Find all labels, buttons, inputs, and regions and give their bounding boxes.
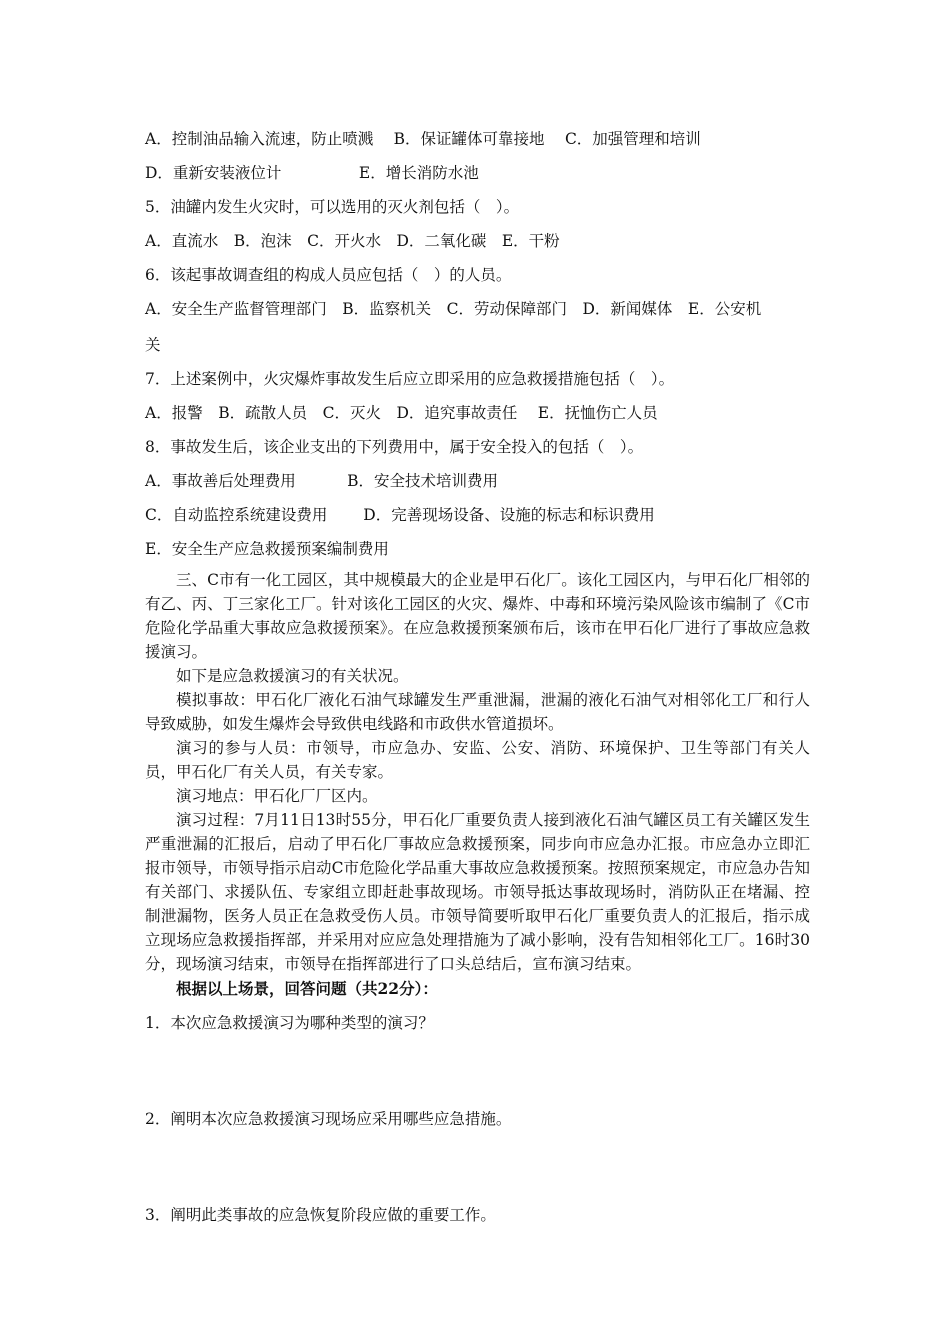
option-line: A．报警 B．疏散人员 C．灭火 D．追究事故责任 E．抚恤伤亡人员 — [145, 404, 658, 422]
question-6: 6．该起事故调查组的构成人员应包括（ ）的人员。 — [145, 266, 512, 284]
option-line: D．重新安装液位计 E．增长消防水池 — [145, 164, 479, 182]
question-3: 3．阐明此类事故的应急恢复阶段应做的重要工作。 — [145, 1206, 496, 1224]
case-paragraph: 演习的参与人员：市领导，市应急办、安监、公安、消防、环境保护、卫生等部门有关人员，甲石化厂有关人员，有关专家。 — [145, 739, 810, 781]
document-body — [145, 122, 810, 1232]
case-paragraph: 演习过程：7月11日13时55分，甲石化厂重要负责人接到液化石油气罐区员工有关罐区发生严重泄漏的汇报后，启动了甲石化厂事故应急救援预案，同步向市应急办汇报。市应急办立即汇报市领导，市领导指示启动C市危险化学品重大事故应急救援预案。按照预案规定，市应急办告知有关部门、求援队伍、专家组立即赶赴事故现场。市领导抵达事故现场时，消防队正在堵漏、控制泄漏物，医务人员正在急救受伤人员。市领导简要听取甲石化厂重要负责人的汇报后，指示成立现场应急救援指挥部，并采用对应应急处理措施为了减小影响，没有告知相邻化工厂。16时30分，现场演习结束，市领导在指挥部进行了口头总结后，宣布演习结束。 — [145, 811, 810, 973]
option-line-continued: 关 — [145, 336, 161, 354]
question-1: 1．本次应急救援演习为哪种类型的演习？ — [145, 1014, 434, 1032]
option-line: A．控制油品输入流速，防止喷溅 B．保证罐体可靠接地 C．加强管理和培训 — [145, 130, 701, 148]
answer-space — [145, 1040, 810, 1102]
option-line: C．自动监控系统建设费用 D．完善现场设备、设施的标志和标识费用 — [145, 506, 655, 524]
option-line: A．安全生产监督管理部门 B．监察机关 C．劳动保障部门 D．新闻媒体 E．公安机 — [145, 300, 762, 318]
question-7: 7．上述案例中，火灾爆炸事故发生后应立即采用的应急救援措施包括（ ）。 — [145, 370, 675, 388]
question-8: 8．事故发生后，该企业支出的下列费用中，属于安全投入的包括（ ）。 — [145, 438, 644, 456]
option-line: A．直流水 B．泡沫 C．开火水 D．二氧化碳 E．干粉 — [145, 232, 560, 250]
option-line: E．安全生产应急救援预案编制费用 — [145, 540, 389, 558]
question-5: 5．油罐内发生火灾时，可以选用的灭火剂包括（ ）。 — [145, 198, 520, 216]
case-paragraph: 演习地点：甲石化厂厂区内。 — [176, 787, 378, 805]
case-paragraph: 三、C市有一化工园区，其中规模最大的企业是甲石化厂。该化工园区内，与甲石化厂相邻的有乙、丙、丁三家化工厂。针对该化工园区的火灾、爆炸、中毒和环境污染风险该市编制了《C市危险化学品重大事故应急救援预案》。在应急救援预案颁布后，该市在甲石化厂进行了事故应急救援演习。 — [145, 571, 810, 661]
question-prompt: 根据以上场景，回答问题（共22分）： — [176, 979, 438, 998]
option-line: A．事故善后处理费用 B．安全技术培训费用 — [145, 472, 499, 490]
case-paragraph: 如下是应急救援演习的有关状况。 — [176, 667, 409, 685]
case-paragraph: 模拟事故：甲石化厂液化石油气球罐发生严重泄漏，泄漏的液化石油气对相邻化工厂和行人导致威胁，如发生爆炸会导致供电线路和市政供水管道损坏。 — [145, 691, 810, 733]
question-2: 2．阐明本次应急救援演习现场应采用哪些应急措施。 — [145, 1110, 512, 1128]
answer-space — [145, 1136, 810, 1198]
